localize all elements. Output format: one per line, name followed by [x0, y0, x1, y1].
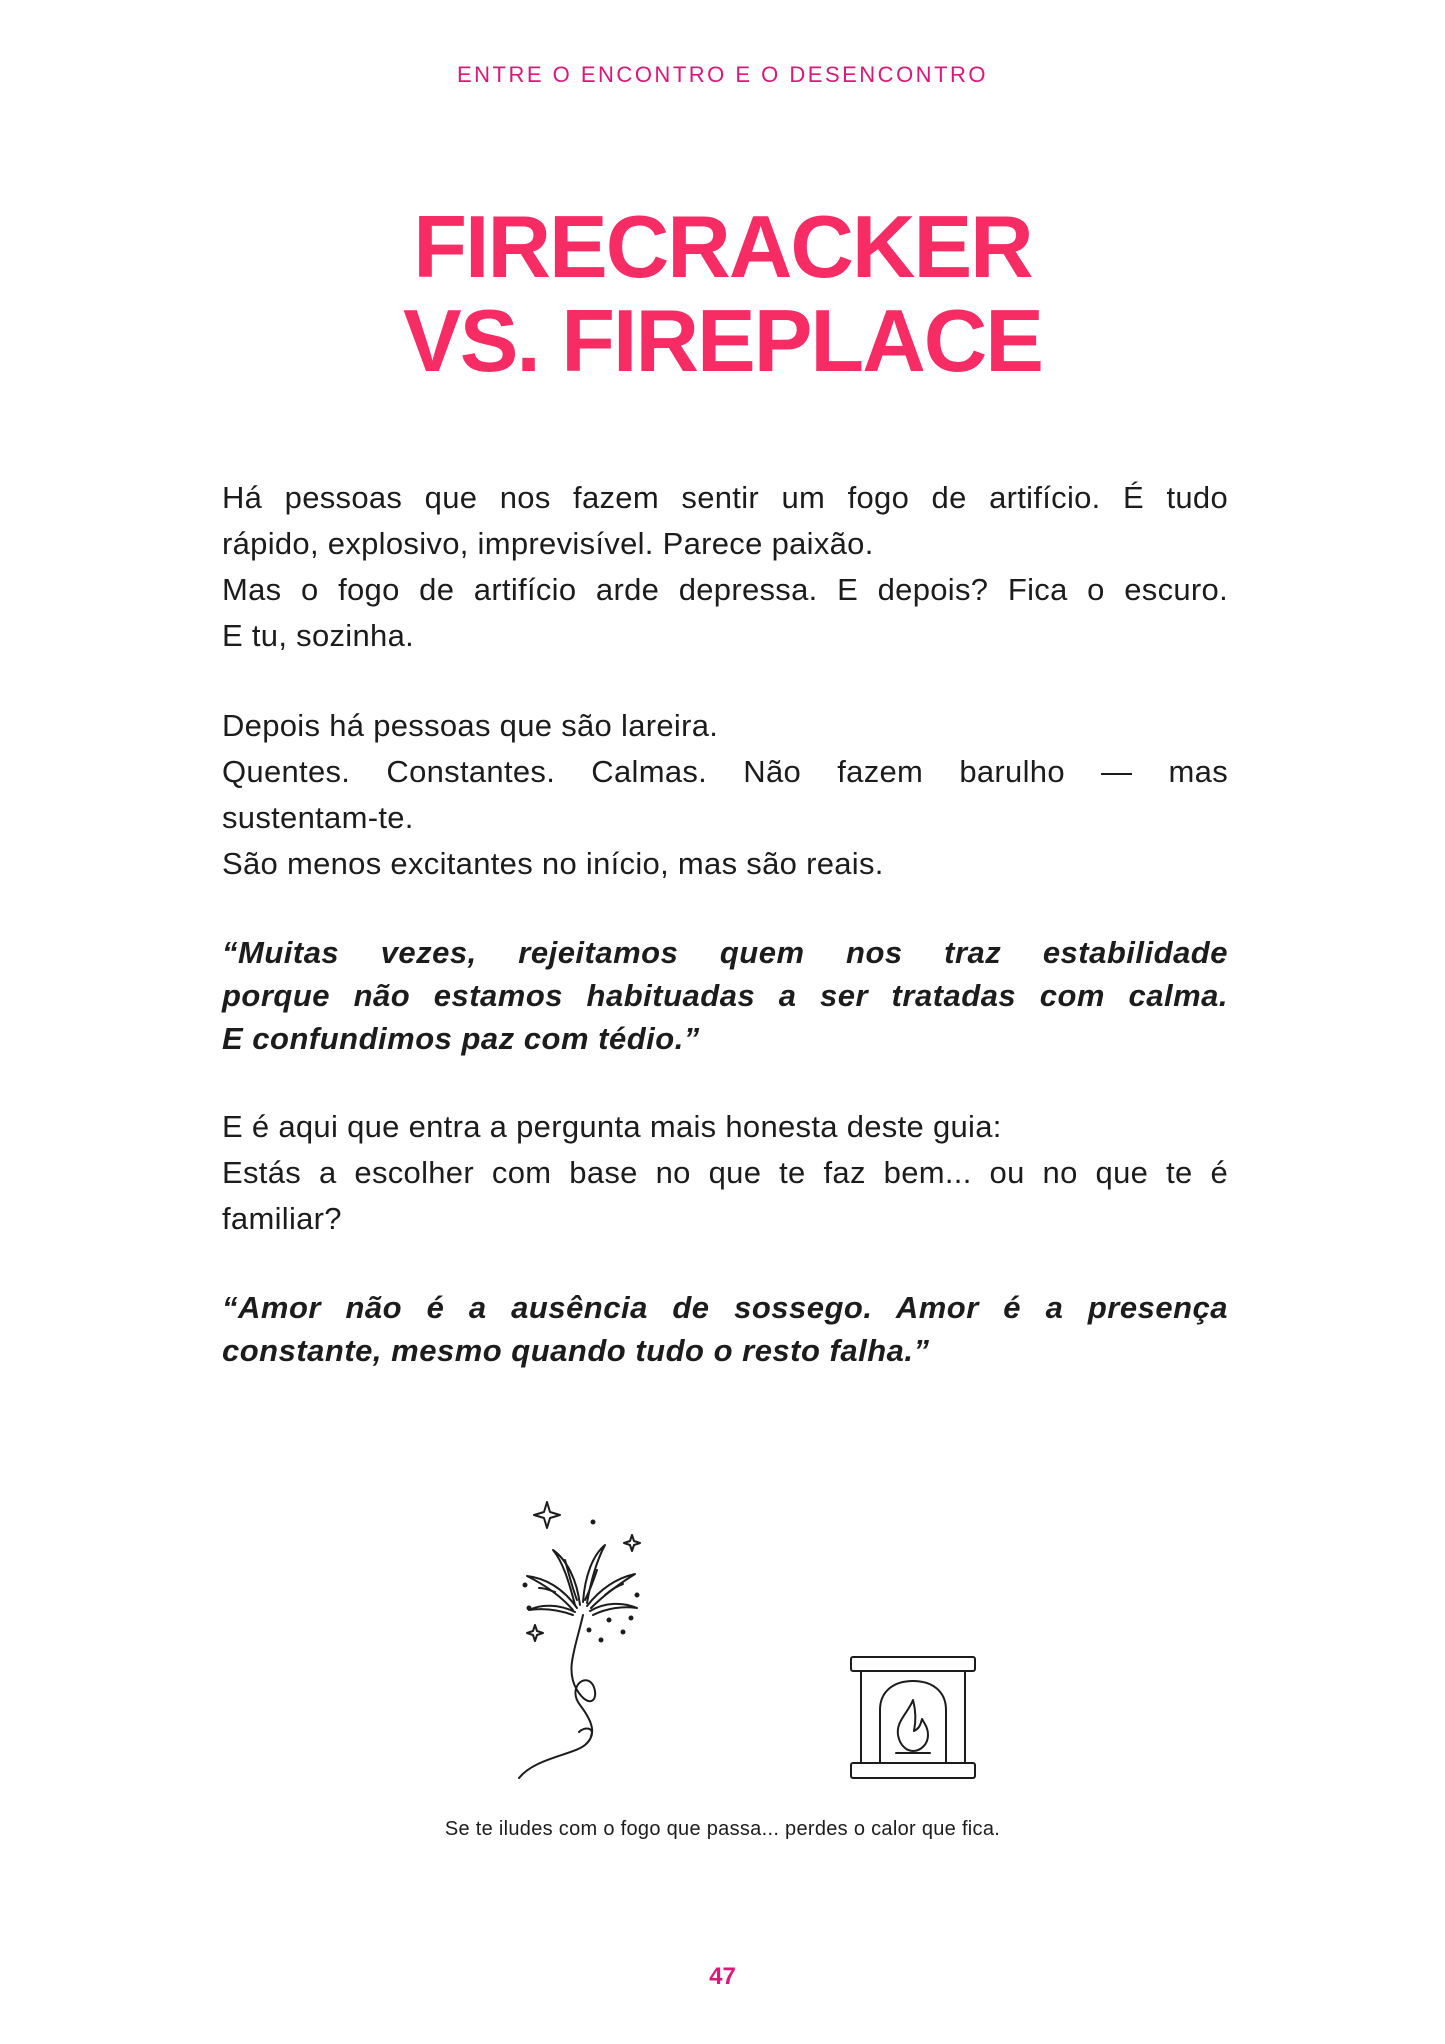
paragraph-fireplace	[222, 703, 1228, 887]
paragraph-line: sustentam-te.	[222, 800, 414, 835]
body-text	[222, 475, 1228, 1416]
quote-line: porque não estamos habituadas a ser tratadas com calma.	[222, 978, 1228, 1013]
paragraph-line: familiar?	[222, 1201, 342, 1236]
paragraph-line: E é aqui que entra a pergunta mais honesta deste guia:	[222, 1109, 1002, 1144]
paragraph-question	[222, 1104, 1228, 1242]
firework-icon	[505, 1500, 665, 1780]
quote-stability	[222, 931, 1228, 1060]
fireplace-icon	[848, 1655, 978, 1780]
paragraph-line: Quentes. Constantes. Calmas. Não fazem barulho — mas	[222, 754, 1228, 789]
page-title	[0, 197, 1445, 390]
illustration-caption: Se te iludes com o fogo que passa... perdes o calor que fica.	[444, 1818, 1001, 1840]
paragraph-line: Mas o fogo de artifício arde depressa. E depois? Fica o escuro.	[222, 572, 1228, 607]
quote-line: “Muitas vezes, rejeitamos quem nos traz estabilidade	[222, 935, 1228, 970]
paragraph-line: E tu, sozinha.	[222, 618, 415, 653]
paragraph-line: São menos excitantes no início, mas são reais.	[222, 846, 884, 881]
quote-line: E confundimos paz com tédio.”	[222, 1021, 700, 1056]
paragraph-line: Há pessoas que nos fazem sentir um fogo de artifício. É tudo	[222, 480, 1228, 515]
quote-love	[222, 1286, 1228, 1372]
paragraph-firecracker	[222, 475, 1228, 659]
running-header: ENTRE O ENCONTRO E O DESENCONTRO	[456, 62, 989, 87]
paragraph-line: Depois há pessoas que são lareira.	[222, 708, 719, 743]
page-number: 47	[709, 1963, 736, 1990]
paragraph-line: Estás a escolher com base no que te faz bem... ou no que te é	[222, 1155, 1228, 1190]
quote-line: “Amor não é a ausência de sossego. Amor é a presença	[222, 1290, 1228, 1325]
page-title-line-2: VS. FIREPLACE	[403, 291, 1042, 390]
quote-line: constante, mesmo quando tudo o resto falha.”	[222, 1333, 930, 1368]
paragraph-line: rápido, explosivo, imprevisível. Parece paixão.	[222, 526, 874, 561]
page-title-line-1: FIRECRACKER	[413, 197, 1032, 296]
